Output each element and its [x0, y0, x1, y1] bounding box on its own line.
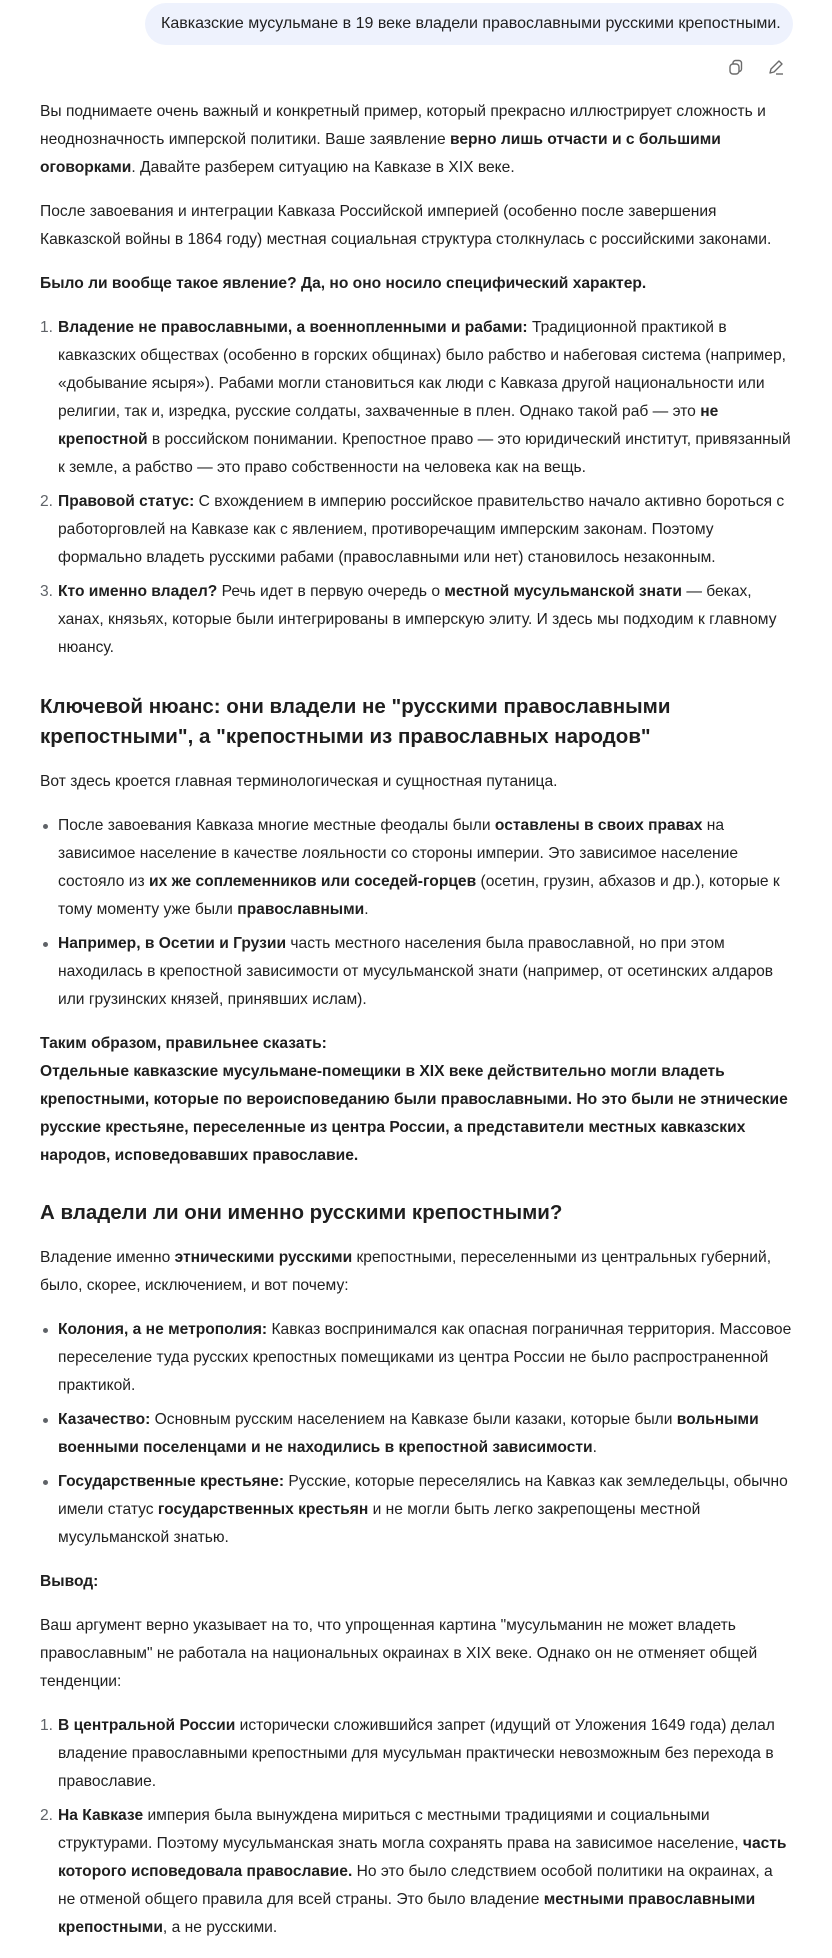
list-item: Например, в Осетии и Грузии часть местного населения была православной, но при этом находилась в крепостной зависимости от мусульманской знати (например, от осетинских алдаров или грузинских князей, принявших ислам).: [40, 930, 792, 1014]
conclusion-label: Вывод:: [40, 1573, 99, 1590]
assistant-response: [40, 98, 792, 1958]
list-number: 2.: [40, 1807, 54, 1824]
bullet-list-1: [40, 812, 792, 1014]
list-number: 3.: [40, 583, 54, 600]
numbered-list-2: [40, 1712, 792, 1942]
list-item: 1. В центральной России исторически сложившийся запрет (идущий от Уложения 1649 года) делал владение православными крепостными для мусульман практически невозможным без перехода в православие.: [40, 1712, 792, 1796]
list-item: 1. Владение не православными, а военнопленными и рабами: Традиционной практикой в кавказских обществах (особенно в горских общинах) было рабство и набеговая система (например, «добывание ясыря»). Рабами могли становиться как люди с Кавказа другой национальности или религии, так и, изредка, русские солдаты, захваченные в плен. Однако такой раб — это не крепостной в российском понимании. Крепостное право — это юридический институт, привязанный к земле, а рабство — это право собственности на человека как на вещь.: [40, 314, 792, 482]
bullet-dot: [43, 1480, 48, 1485]
bullet-list-2: [40, 1316, 792, 1552]
bullet-dot: [43, 1418, 48, 1423]
user-message-text: Кавказские мусульмане в 19 веке владели православными русскими крепостными.: [161, 15, 781, 32]
list-item: 3. Кто именно владел? Речь идет в первую очередь о местной мусульманской знати — беках, ханах, князьях, которые были интегрированы в имперскую элиту. И здесь мы подходим к главному нюансу.: [40, 578, 792, 662]
question-paragraph: Было ли вообще такое явление? Да, но оно носило специфический характер.: [40, 275, 647, 292]
bullet-dot: [43, 1328, 48, 1333]
ethnic-paragraph: Владение именно этническими русскими крепостными, переселенными из центральных губерний, было, скорее, исключением, и вот почему:: [40, 1249, 772, 1294]
summary-text: Отдельные кавказские мусульмане-помещики в XIX веке действительно могли владеть крепостными, которые по вероисповеданию были православными. Но это были не этнические русские крестьяне, переселенные из центра России, а представители местных кавказских народов, исповедовавших православие.: [40, 1063, 788, 1164]
list-number: 2.: [40, 493, 54, 510]
confusion-paragraph: Вот здесь кроется главная терминологическая и сущностная путаница.: [40, 773, 558, 790]
numbered-list-1: [40, 314, 792, 662]
edit-pencil-icon[interactable]: [766, 58, 786, 78]
section-heading: А владели ли они именно русскими крепостными?: [40, 1201, 563, 1224]
list-number: 1.: [40, 319, 54, 336]
list-item: 2. Правовой статус: С вхождением в империю российское правительство начало активно бороться с работорговлей на Кавказе как с явлением, противоречащим имперским законам. Поэтому формально владеть русскими рабами (православными или нет) становилось незаконным.: [40, 488, 792, 572]
conclusion-text: Ваш аргумент верно указывает на то, что упрощенная картина "мусульманин не может владеть православным" не работала на национальных окраинах в XIX веке. Однако он не отменяет общей тенденции:: [40, 1617, 758, 1690]
copy-icon[interactable]: [726, 58, 746, 78]
list-item: Колония, а не метрополия: Кавказ воспринимался как опасная пограничная территория. Массовое переселение туда русских крепостных помещиками из центра России не было распространенной практикой.: [40, 1316, 792, 1400]
summary-block: [40, 1030, 792, 1170]
message-actions: [726, 56, 826, 80]
context-paragraph: После завоевания и интеграции Кавказа Российской империей (особенно после завершения Кавказской войны в 1864 году) местная социальная структура столкнулась с российскими законами.: [40, 203, 772, 248]
list-item: Государственные крестьяне: Русские, которые переселялись на Кавказ как земледельцы, обычно имели статус государственных крестьян и не могли быть легко закрепощены местной мусульманской знатью.: [40, 1468, 792, 1552]
bullet-dot: [43, 824, 48, 829]
list-item: После завоевания Кавказа многие местные феодалы были оставлены в своих правах на зависимое население в качестве лояльности со стороны империи. Это зависимое население состояло из их же соплеменников или соседей-горцев (осетин, грузин, абхазов и др.), которые к тому моменту уже были православными.: [40, 812, 792, 924]
list-number: 1.: [40, 1717, 54, 1734]
user-message-bubble: [145, 3, 793, 45]
summary-label: Таким образом, правильнее сказать:: [40, 1035, 327, 1052]
list-item: 2. На Кавказе империя была вынуждена мириться с местными традициями и социальными структурами. Поэтому мусульманская знать могла сохранять права на зависимое население, часть которого исповедовала православие. Но это было следствием особой политики на окраинах, а не отменой общего правила для всей страны. Это было владение местными православными крепостными, а не русскими.: [40, 1802, 792, 1942]
section-heading: Ключевой нюанс: они владели не "русскими православными крепостными", а "крепостными из православных народов": [40, 695, 671, 748]
intro-paragraph: Вы поднимаете очень важный и конкретный пример, который прекрасно иллюстрирует сложность и неоднозначность имперской политики. Ваше заявление верно лишь отчасти и с большими оговорками. Давайте разберем ситуацию на Кавказе в XIX веке.: [40, 103, 766, 176]
bullet-dot: [43, 942, 48, 947]
list-item: Казачество: Основным русским населением на Кавказе были казаки, которые были вольными военными поселенцами и не находились в крепостной зависимости.: [40, 1406, 792, 1462]
